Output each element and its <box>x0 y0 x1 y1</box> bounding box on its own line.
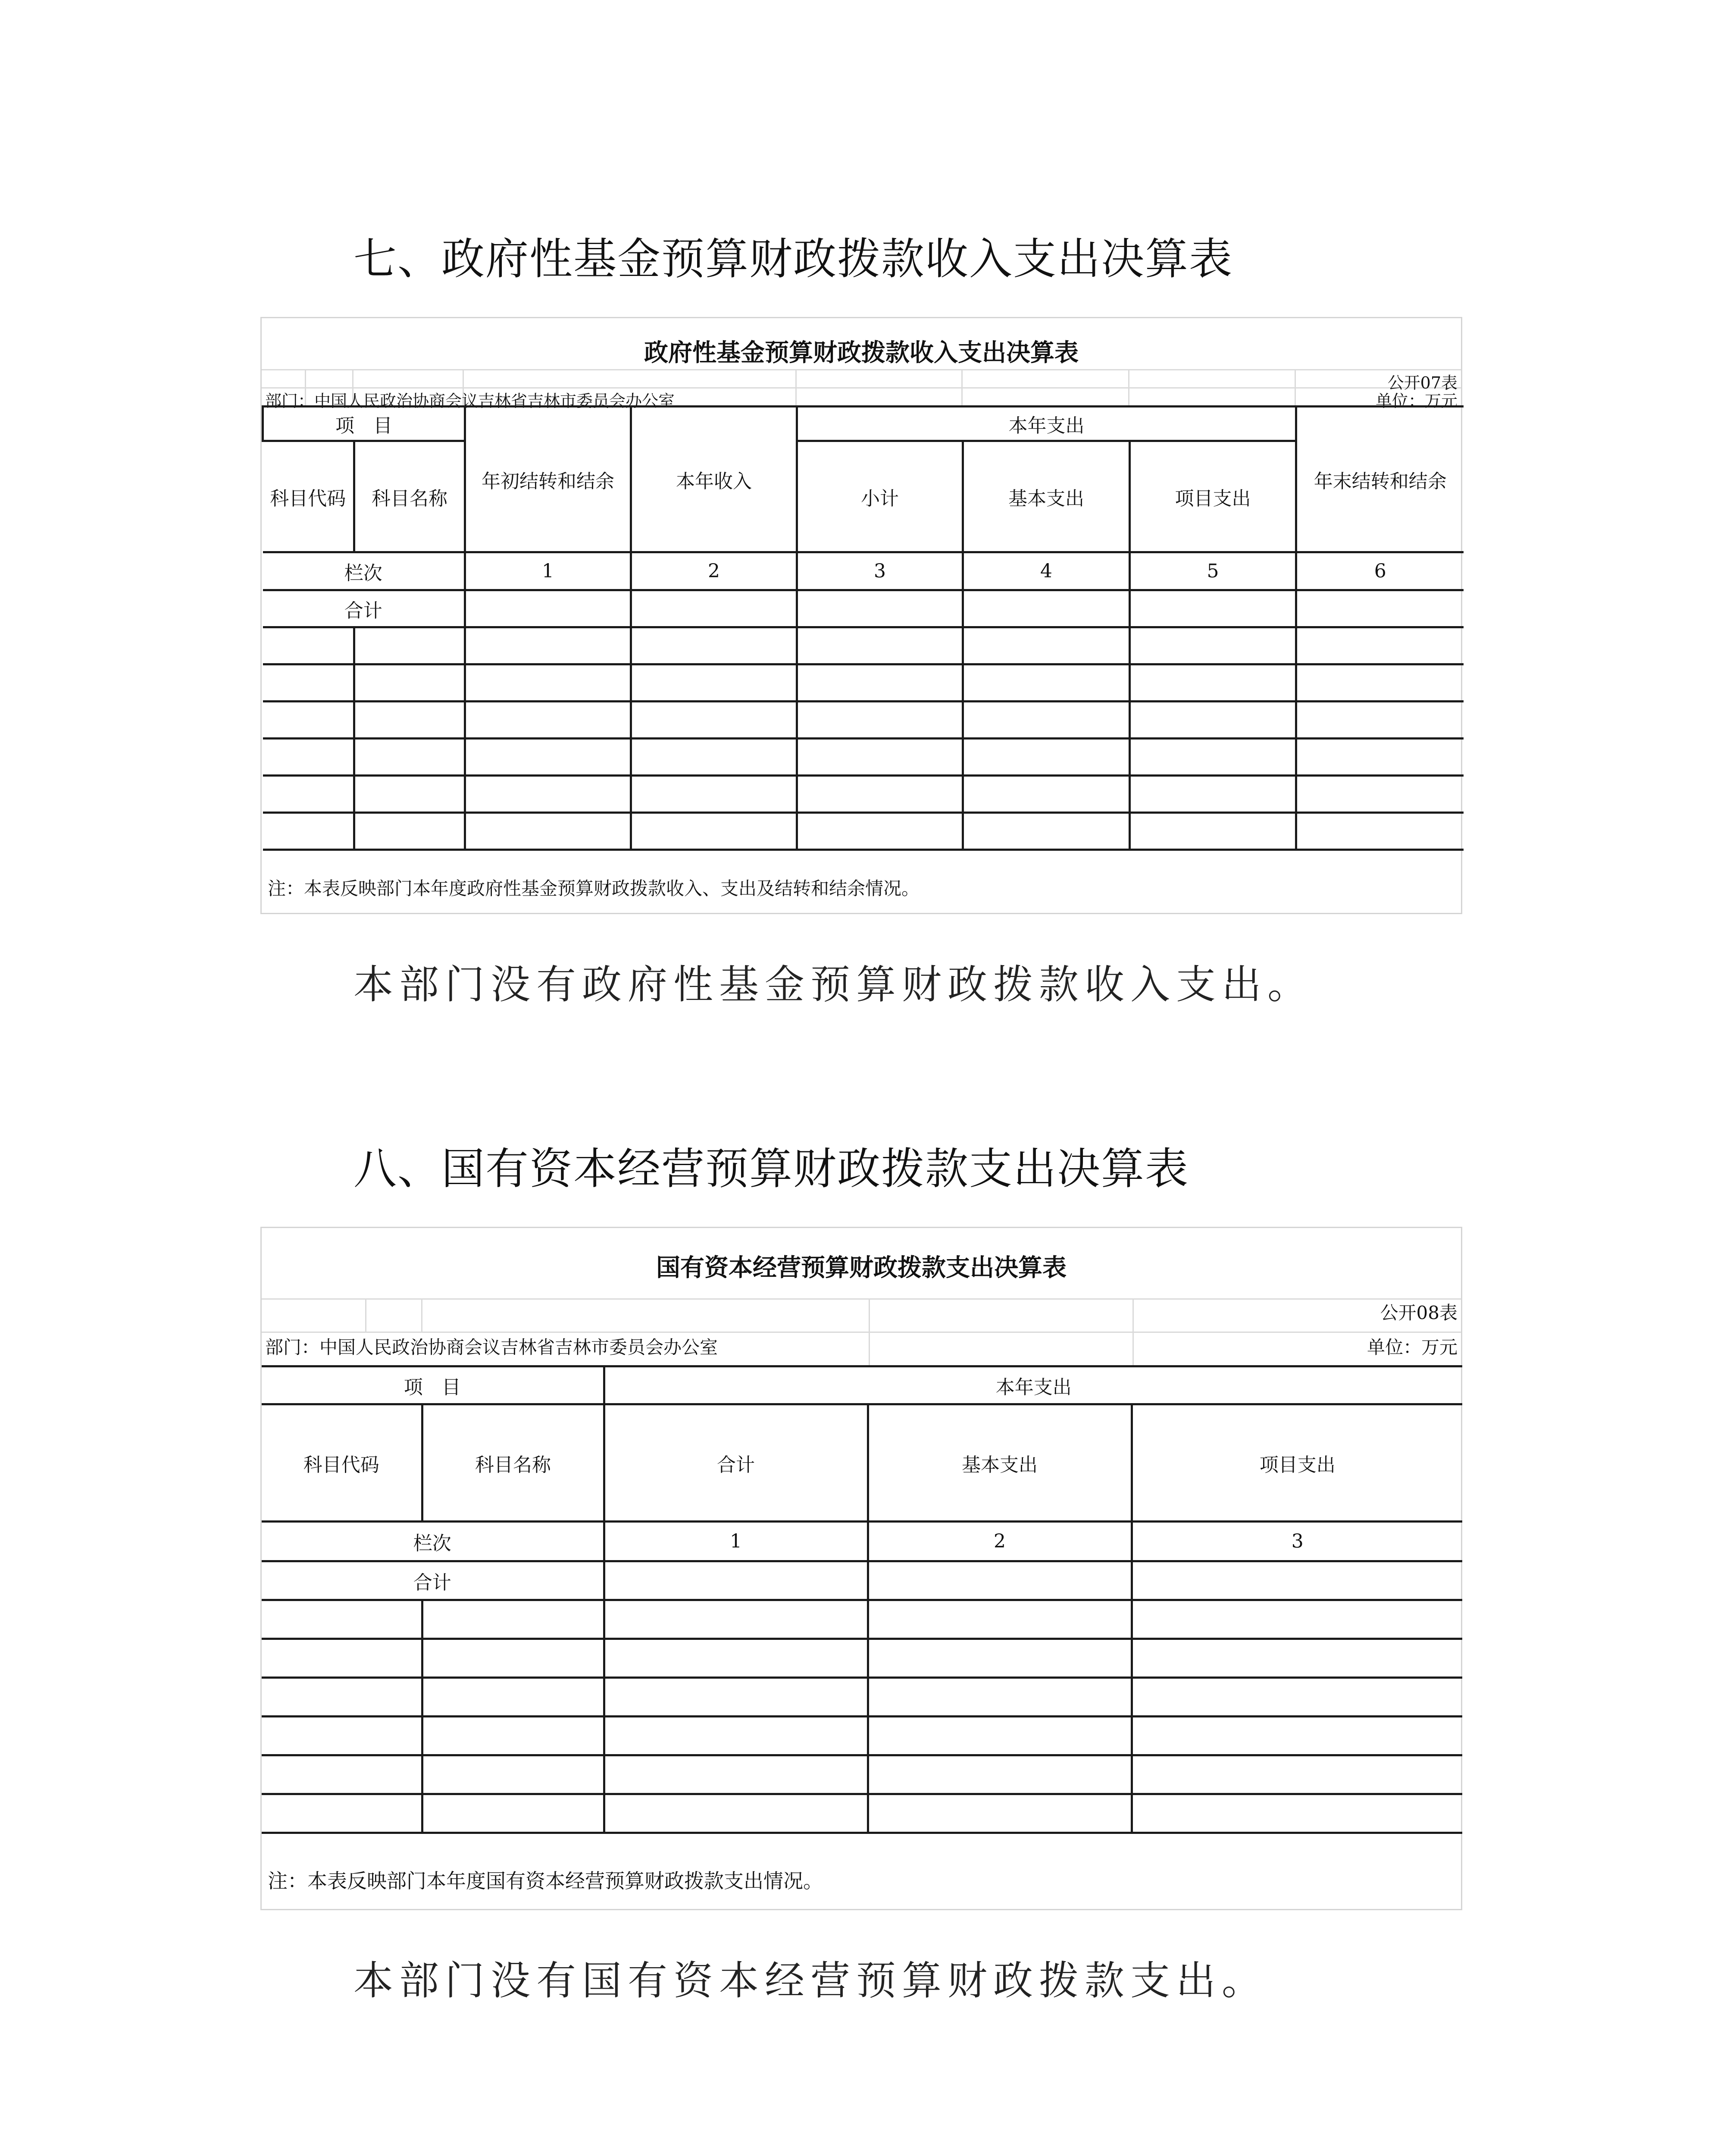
total-row <box>263 590 1464 627</box>
column-number: 4 <box>963 552 1130 590</box>
column-number-label: 栏次 <box>263 552 465 590</box>
header-row <box>262 1404 1462 1522</box>
sheet-title: 政府性基金预算财政拨款收入支出决算表 <box>644 338 1079 367</box>
table-cell <box>963 739 1130 776</box>
table-cell <box>1132 1717 1462 1755</box>
table-cell <box>354 739 465 776</box>
header-item: 项 目 <box>263 407 465 441</box>
header-begin-balance: 年初结转和结余 <box>465 407 631 552</box>
table-cell <box>465 739 631 776</box>
table-cell <box>631 664 797 702</box>
total-row <box>262 1561 1462 1600</box>
table-cell <box>868 1678 1132 1717</box>
table-cell <box>465 627 631 664</box>
table-cell <box>604 1639 868 1678</box>
table-cell <box>263 627 354 664</box>
table-cell <box>868 1600 1132 1639</box>
table-cell <box>797 739 963 776</box>
table-cell <box>263 813 354 850</box>
table-cell <box>1130 739 1296 776</box>
section8-statement: 本部门没有国有资本经营预算财政拨款支出。 <box>353 1958 1268 2004</box>
header-subject-name: 科目名称 <box>354 441 465 552</box>
table-row <box>263 813 1464 850</box>
column-number: 1 <box>465 552 631 590</box>
table-row <box>262 1717 1462 1755</box>
header-total: 合计 <box>604 1404 868 1522</box>
sheet-gridline <box>262 369 1461 370</box>
table-cell <box>465 590 631 627</box>
sheet-title: 国有资本经营预算财政拨款支出决算表 <box>656 1253 1067 1282</box>
table-cell <box>604 1755 868 1794</box>
table-cell <box>262 1717 422 1755</box>
header-income: 本年收入 <box>631 407 797 552</box>
header-project-expense: 项目支出 <box>1132 1404 1462 1522</box>
header-basic-expense: 基本支出 <box>868 1404 1132 1522</box>
table-cell <box>604 1678 868 1717</box>
table-cell <box>1296 776 1464 813</box>
table-cell <box>1132 1755 1462 1794</box>
table-cell <box>604 1794 868 1833</box>
unit-label: 单位：万元 <box>1367 1337 1458 1358</box>
state-capital-table <box>262 1365 1462 1834</box>
sheet-gridline <box>961 369 963 405</box>
column-number: 1 <box>604 1522 868 1561</box>
column-number: 5 <box>1130 552 1296 590</box>
header-subject-code: 科目代码 <box>262 1404 422 1522</box>
header-subject-code: 科目代码 <box>263 441 354 552</box>
table-cell <box>963 627 1130 664</box>
table-cell <box>422 1794 604 1833</box>
table-cell <box>422 1600 604 1639</box>
table-cell <box>797 776 963 813</box>
table-cell <box>797 813 963 850</box>
table-cell <box>631 702 797 739</box>
unit-label: 单位：万元 <box>1375 392 1458 411</box>
table-cell <box>465 702 631 739</box>
sheet-gridline <box>262 1298 1461 1300</box>
table-cell <box>422 1717 604 1755</box>
table-cell <box>963 776 1130 813</box>
table-cell <box>465 664 631 702</box>
table-cell <box>1296 590 1464 627</box>
column-number: 2 <box>868 1522 1132 1561</box>
table-cell <box>354 813 465 850</box>
table-cell <box>868 1717 1132 1755</box>
table-cell <box>1130 813 1296 850</box>
table-cell <box>1296 627 1464 664</box>
column-number-label: 栏次 <box>262 1522 604 1561</box>
table-cell <box>1296 702 1464 739</box>
header-row <box>263 441 1464 552</box>
table-cell <box>963 664 1130 702</box>
table-cell <box>262 1639 422 1678</box>
table-row <box>262 1755 1462 1794</box>
table-cell <box>354 664 465 702</box>
table-cell <box>262 1678 422 1717</box>
sheet-gridline <box>795 369 797 405</box>
header-expense: 本年支出 <box>797 407 1296 441</box>
table-row <box>262 1639 1462 1678</box>
table-cell <box>868 1639 1132 1678</box>
table-cell <box>1130 702 1296 739</box>
table-cell <box>631 813 797 850</box>
table-cell <box>631 739 797 776</box>
table-cell <box>868 1755 1132 1794</box>
sheet-gridline <box>421 1298 422 1333</box>
table-cell <box>1296 813 1464 850</box>
table-note: 注：本表反映部门本年度国有资本经营预算财政拨款支出情况。 <box>268 1869 823 1893</box>
table-cell <box>1296 664 1464 702</box>
table-cell <box>263 776 354 813</box>
table-cell <box>1130 664 1296 702</box>
table-cell <box>1132 1561 1462 1600</box>
table-cell <box>262 1755 422 1794</box>
header-subtotal: 小计 <box>797 441 963 552</box>
department-label: 部门：中国人民政治协商会议吉林省吉林市委员会办公室 <box>265 1337 718 1358</box>
table-cell <box>1296 739 1464 776</box>
section7-heading: 七、政府性基金预算财政拨款收入支出决算表 <box>353 234 1233 284</box>
form-number: 公开08表 <box>1380 1302 1458 1323</box>
sheet-gridline <box>1128 369 1129 405</box>
table-cell <box>1130 776 1296 813</box>
table-row <box>262 1794 1462 1833</box>
table-cell <box>631 776 797 813</box>
section7-statement: 本部门没有政府性基金预算财政拨款收入支出。 <box>353 962 1314 1008</box>
sheet-gridline <box>1295 369 1296 405</box>
table-cell <box>263 702 354 739</box>
table-row <box>263 739 1464 776</box>
header-subject-name: 科目名称 <box>422 1404 604 1522</box>
table-note: 注：本表反映部门本年度政府性基金预算财政拨款收入、支出及结转和结余情况。 <box>268 878 920 899</box>
table-cell <box>631 590 797 627</box>
state-capital-sheet <box>260 1227 1462 1910</box>
department-label: 部门：中国人民政治协商会议吉林省吉林市委员会办公室 <box>265 392 675 411</box>
table-cell <box>262 1600 422 1639</box>
table-cell <box>465 776 631 813</box>
column-number: 6 <box>1296 552 1464 590</box>
header-row <box>262 1366 1462 1404</box>
table-row <box>262 1600 1462 1639</box>
table-cell <box>263 739 354 776</box>
table-row <box>263 664 1464 702</box>
table-cell <box>604 1717 868 1755</box>
total-label: 合计 <box>263 590 465 627</box>
table-cell <box>1130 590 1296 627</box>
table-cell <box>797 627 963 664</box>
table-cell <box>1132 1639 1462 1678</box>
table-cell <box>631 627 797 664</box>
table-cell <box>465 813 631 850</box>
column-number: 3 <box>1132 1522 1462 1561</box>
table-row <box>263 627 1464 664</box>
sheet-gridline <box>262 1332 1461 1333</box>
table-cell <box>354 702 465 739</box>
table-cell <box>1132 1600 1462 1639</box>
table-cell <box>422 1639 604 1678</box>
table-cell <box>263 664 354 702</box>
table-cell <box>354 776 465 813</box>
column-number: 2 <box>631 552 797 590</box>
table-cell <box>797 590 963 627</box>
table-cell <box>797 664 963 702</box>
total-label: 合计 <box>262 1561 604 1600</box>
table-cell <box>963 590 1130 627</box>
table-cell <box>868 1794 1132 1833</box>
table-cell <box>797 702 963 739</box>
table-cell <box>868 1561 1132 1600</box>
header-expense: 本年支出 <box>604 1366 1462 1404</box>
table-cell <box>354 627 465 664</box>
header-project-expense: 项目支出 <box>1130 441 1296 552</box>
header-basic-expense: 基本支出 <box>963 441 1130 552</box>
table-row <box>262 1678 1462 1717</box>
table-cell <box>604 1561 868 1600</box>
sheet-gridline <box>1132 1298 1134 1365</box>
table-cell <box>1132 1678 1462 1717</box>
table-cell <box>963 813 1130 850</box>
table-row <box>263 776 1464 813</box>
sheet-gridline <box>869 1298 870 1365</box>
column-number-row <box>262 1522 1462 1561</box>
header-end-balance: 年末结转和结余 <box>1296 407 1464 552</box>
form-number: 公开07表 <box>1387 373 1458 392</box>
fund-budget-sheet <box>260 317 1462 914</box>
column-number: 3 <box>797 552 963 590</box>
table-row <box>263 702 1464 739</box>
table-cell <box>422 1678 604 1717</box>
table-cell <box>262 1794 422 1833</box>
column-number-row <box>263 552 1464 590</box>
table-cell <box>604 1600 868 1639</box>
table-cell <box>422 1755 604 1794</box>
table-cell <box>1132 1794 1462 1833</box>
sheet-gridline <box>365 1298 366 1333</box>
fund-budget-table <box>262 405 1464 851</box>
section8-heading: 八、国有资本经营预算财政拨款支出决算表 <box>353 1144 1189 1194</box>
header-item: 项 目 <box>262 1366 604 1404</box>
header-row <box>263 407 1464 441</box>
table-cell <box>963 702 1130 739</box>
table-cell <box>1130 627 1296 664</box>
